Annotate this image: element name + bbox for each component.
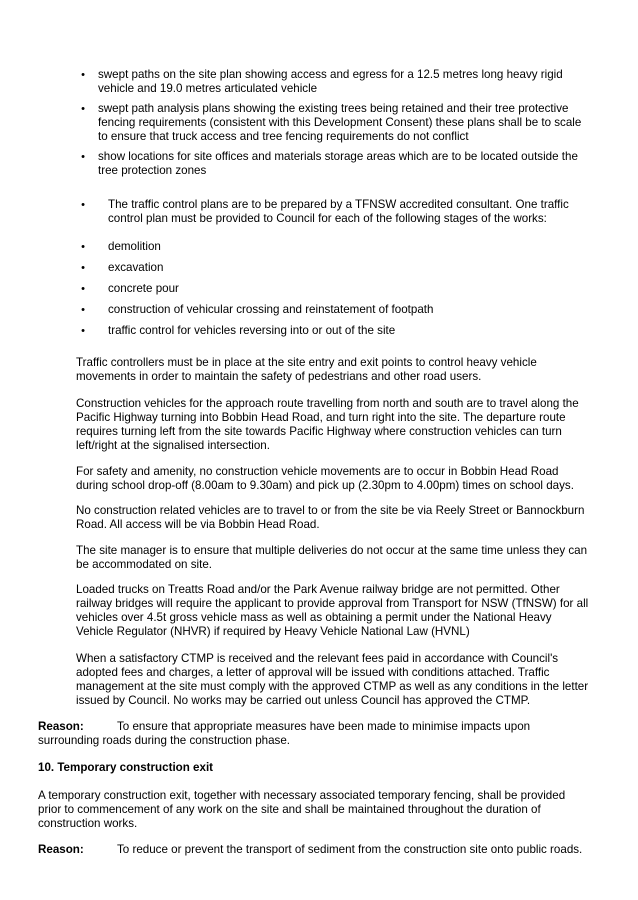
bullet-glyph: • xyxy=(81,304,85,316)
list-item-line: fencing requirements (consistent with this Development Consent) these plans shall be to scale xyxy=(98,116,582,129)
bullet-glyph: • xyxy=(81,283,85,295)
paragraph-line: Loaded trucks on Treatts Road and/or the Park Avenue railway bridge are not permitted. Other xyxy=(76,583,560,596)
reason-label: Reason: xyxy=(38,720,84,733)
bullet-glyph: • xyxy=(81,69,85,81)
paragraph-line: Construction vehicles for the approach route travelling from north and south are to travel along the xyxy=(76,397,579,410)
paragraph-line: A temporary construction exit, together with necessary associated temporary fencing, shall be provided xyxy=(38,789,566,802)
list-item-line: control plan must be provided to Council for each of the following stages of the works: xyxy=(108,212,547,225)
paragraph-line: Road. All access will be via Bobbin Head Road. xyxy=(76,518,320,531)
paragraph-line: movements in order to maintain the safety of pedestrians and other road users. xyxy=(76,370,482,383)
paragraph-line: issued by Council. No works may be carried out unless Council has approved the CTMP. xyxy=(76,694,531,707)
paragraph-line: adopted fees and charges, a letter of approval will be issued with conditions attached. Traffic xyxy=(76,666,550,679)
bullet-glyph: • xyxy=(81,199,85,211)
paragraph-line: The site manager is to ensure that multiple deliveries do not occur at the same time unless they can xyxy=(76,544,588,557)
paragraph-line: When a satisfactory CTMP is received and the relevant fees paid in accordance with Council's xyxy=(76,652,559,665)
list-item-line: show locations for site offices and materials storage areas which are to be located outside the xyxy=(98,150,578,163)
list-item-line: vehicle and 19.0 metres articulated vehicle xyxy=(98,82,318,95)
list-item-line: to ensure that truck access and tree fencing requirements do not conflict xyxy=(98,130,469,143)
paragraph xyxy=(76,583,606,639)
list-item-line: swept path analysis plans showing the existing trees being retained and their tree protective xyxy=(98,102,569,115)
paragraph-line: construction works. xyxy=(38,817,138,830)
paragraph-line: railway bridges will require the applicant to provide approval from Transport for NSW (TfNSW) for all xyxy=(76,597,589,610)
paragraph xyxy=(76,356,606,384)
list-item-line: swept paths on the site plan showing access and egress for a 12.5 metres long heavy rigid xyxy=(98,68,563,81)
bullet-glyph: • xyxy=(81,241,85,253)
paragraph-line: requires turning left from the site towards Pacific Highway where construction vehicles can turn xyxy=(76,425,562,438)
bullet-glyph: • xyxy=(81,262,85,274)
paragraph xyxy=(76,544,606,572)
reason-text: To reduce or prevent the transport of sediment from the construction site onto public roads. xyxy=(117,843,583,856)
list-item-line: demolition xyxy=(108,240,161,253)
reason-text: surrounding roads during the construction phase. xyxy=(38,734,290,747)
list-item-line: The traffic control plans are to be prepared by a TFNSW accredited consultant. One traffic xyxy=(108,198,569,211)
paragraph-line: vehicles over 4.5t gross vehicle mass as well as obtaining a permit under the National Heavy xyxy=(76,611,552,624)
paragraph-line: during school drop-off (8.00am to 9.30am) and pick up (2.30pm to 4.00pm) times on school days. xyxy=(76,479,574,492)
paragraph-line: be accommodated on site. xyxy=(76,558,212,571)
paragraph-line: For safety and amenity, no construction vehicle movements are to occur in Bobbin Head Road xyxy=(76,465,559,478)
list-item-line: traffic control for vehicles reversing into or out of the site xyxy=(108,324,396,337)
section-heading: 10. Temporary construction exit xyxy=(38,761,214,774)
bullet-glyph: • xyxy=(81,325,85,337)
paragraph-line: prior to commencement of any work on the site and shall be maintained throughout the duration of xyxy=(38,803,541,816)
paragraph-line: Vehicle Regulator (NHVR) if required by Heavy Vehicle National Law (HVNL) xyxy=(76,625,470,638)
list-item-line: construction of vehicular crossing and reinstatement of footpath xyxy=(108,303,434,316)
bullet-glyph: • xyxy=(81,103,85,115)
list-item-line: excavation xyxy=(108,261,164,274)
list-item-line: concrete pour xyxy=(108,282,179,295)
paragraph-line: left/right at the signalised intersection. xyxy=(76,439,270,452)
paragraph-line: No construction related vehicles are to travel to or from the site be via Reely Street or Bannockburn xyxy=(76,504,585,517)
list-item-line: tree protection zones xyxy=(98,164,207,177)
paragraph xyxy=(76,465,606,493)
paragraph-line: Pacific Highway turning into Bobbin Head Road, and turn right into the site. The departure route xyxy=(76,411,566,424)
paragraph xyxy=(76,504,606,532)
paragraph xyxy=(76,397,606,453)
bullet-glyph: • xyxy=(81,151,85,163)
paragraph-line: management at the site must comply with the approved CTMP as well as any conditions in the letter xyxy=(76,680,589,693)
paragraph xyxy=(76,652,606,708)
paragraph-line: Traffic controllers must be in place at the site entry and exit points to control heavy vehicle xyxy=(76,356,537,369)
reason-text: To ensure that appropriate measures have been made to minimise impacts upon xyxy=(117,720,531,733)
reason-label: Reason: xyxy=(38,843,84,856)
